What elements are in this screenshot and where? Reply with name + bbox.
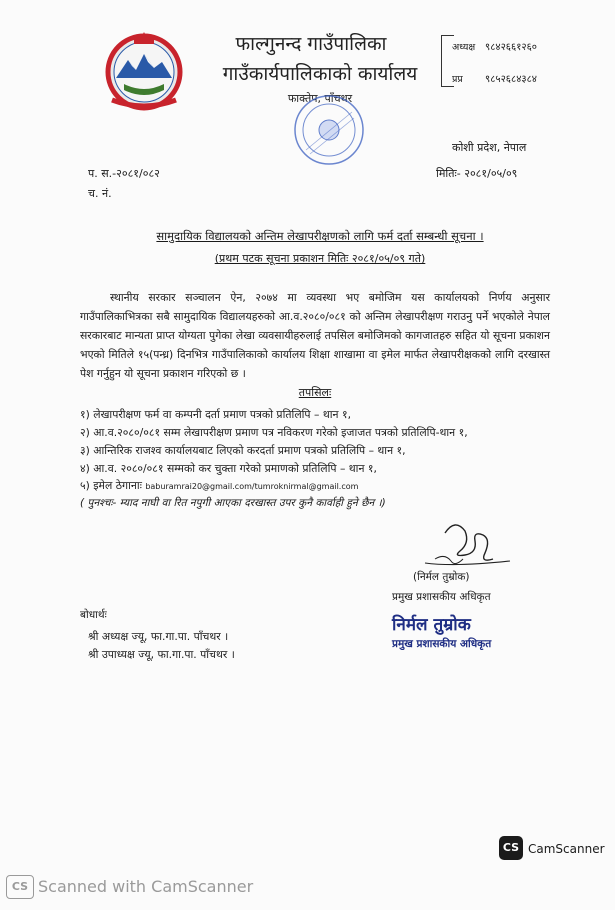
details-heading: तपसिलः <box>298 386 332 399</box>
letter-date: मितिः- २०८१/०५/०९ <box>436 167 518 180</box>
government-emblem-icon <box>98 30 190 112</box>
signatory-title: प्रमुख प्रशासकीय अधिकृत <box>392 591 491 603</box>
name-stamp: निर्मल तुम्रोक <box>392 615 471 635</box>
email-label: ५) इमेल ठेगानाः <box>80 479 142 492</box>
office-seal-icon <box>284 90 374 170</box>
reference-number: प. स.-२०८१/०८२ <box>88 167 160 180</box>
cc-item: श्री अध्यक्ष ज्यू, फा.गा.पा. पाँचथर । <box>88 630 229 643</box>
notice-subject: सामुदायिक विद्यालयको अन्तिम लेखापरीक्षणको लागि फर्म दर्ता सम्बन्धी सूचना । <box>156 229 484 243</box>
watermark-logo-icon: CS <box>6 875 34 899</box>
notice-body: स्थानीय सरकार सञ्चालन ऐन, २०७४ मा व्यवस्था भए बमोजिम यस कार्यालयको निर्णय अनुसार गाउँपालिकाभित्रका सबै सामुदायिक विद्यालयहरुको आ.व.२०८०/०८१ को अन्तिम लेखापरीक्षण गराउनु पर्ने भएकोले नेपाल सरकारबाट मान्यता प्राप्त योग्यता पुगेका लेखा व्यवसायीहरुलाई तपसिल बमोजिमको कागजातहरु सहित यो सूचना प्रकाशन भएको मितिले १५(पन्ध्र) दिनभित्र गाउँपालिकाको कार्यालय शिक्षा शाखामा वा इमेल मार्फत लेखापरीक्षकको लागि दरखास्त पेश गर्नुहुन यो सूचना प्रकाशन गरिएको छ । <box>80 291 550 380</box>
list-item: २) आ.व.२०८०/०८१ सम्म लेखापरीक्षण प्रमाण पत्र नविकरण गरेको इजाजत पत्रको प्रतिलिपि-थान १, <box>80 426 468 439</box>
dispatch-number: च. नं. <box>88 187 112 200</box>
list-item: ३) आन्तिरिक राजश्व कार्यालयबाट लिएको करदर्ता प्रमाण पत्रको प्रतिलिपि – थान १, <box>80 444 406 457</box>
office-title: गाउँकार्यपालिकाको कार्यालय <box>222 63 418 85</box>
signature-icon <box>415 513 520 578</box>
phone-label-chair: अध्यक्ष <box>452 42 476 53</box>
email-addresses[interactable]: baburamrai20@gmail.com/tumroknirmal@gmail.com <box>145 482 359 491</box>
title-stamp: प्रमुख प्रशासकीय अधिकृत <box>392 638 492 650</box>
signatory-name: (निर्मल तुम्रोक) <box>413 571 470 583</box>
info-label: बोधार्थः <box>80 609 107 621</box>
email-item <box>80 478 358 493</box>
camscanner-logo-icon: CS <box>499 836 523 860</box>
province: कोशी प्रदेश, नेपाल <box>452 141 527 154</box>
publish-date: (प्रथम पटक सूचना प्रकाशन मितिः २०८१/०५/०९ गते) <box>214 252 426 265</box>
scanner-watermark: Scanned with CamScanner <box>38 877 254 896</box>
list-item: १) लेखापरीक्षण फर्म वा कम्पनी दर्ता प्रमाण पत्रको प्रतिलिपि – थान १, <box>80 408 351 421</box>
office-address: फाक्तेप, पाँचथर <box>287 92 353 105</box>
list-item: ४) आ.व. २०८०/०८१ सम्मको कर चुक्ता गरेको प्रमाणको प्रतिलिपि – थान १, <box>80 462 377 475</box>
phone-number-chair: ९८४२६६१२६० <box>485 42 537 53</box>
notice-note: ( पुनश्चः- म्याद नाघी वा रित नपुगी आएका दरखास्त उपर कुनै कार्वाही हुने छैन ।) <box>80 497 386 509</box>
phone-label-cao: प्रप्र <box>452 74 463 85</box>
phone-number-cao: ९८५२६८४३८४ <box>485 74 537 85</box>
office-name: फाल्गुनन्द गाउँपालिका <box>235 33 387 55</box>
cc-item: श्री उपाध्यक्ष ज्यू, फा.गा.पा. पाँचथर । <box>88 648 235 661</box>
camscanner-name: CamScanner <box>528 842 605 856</box>
